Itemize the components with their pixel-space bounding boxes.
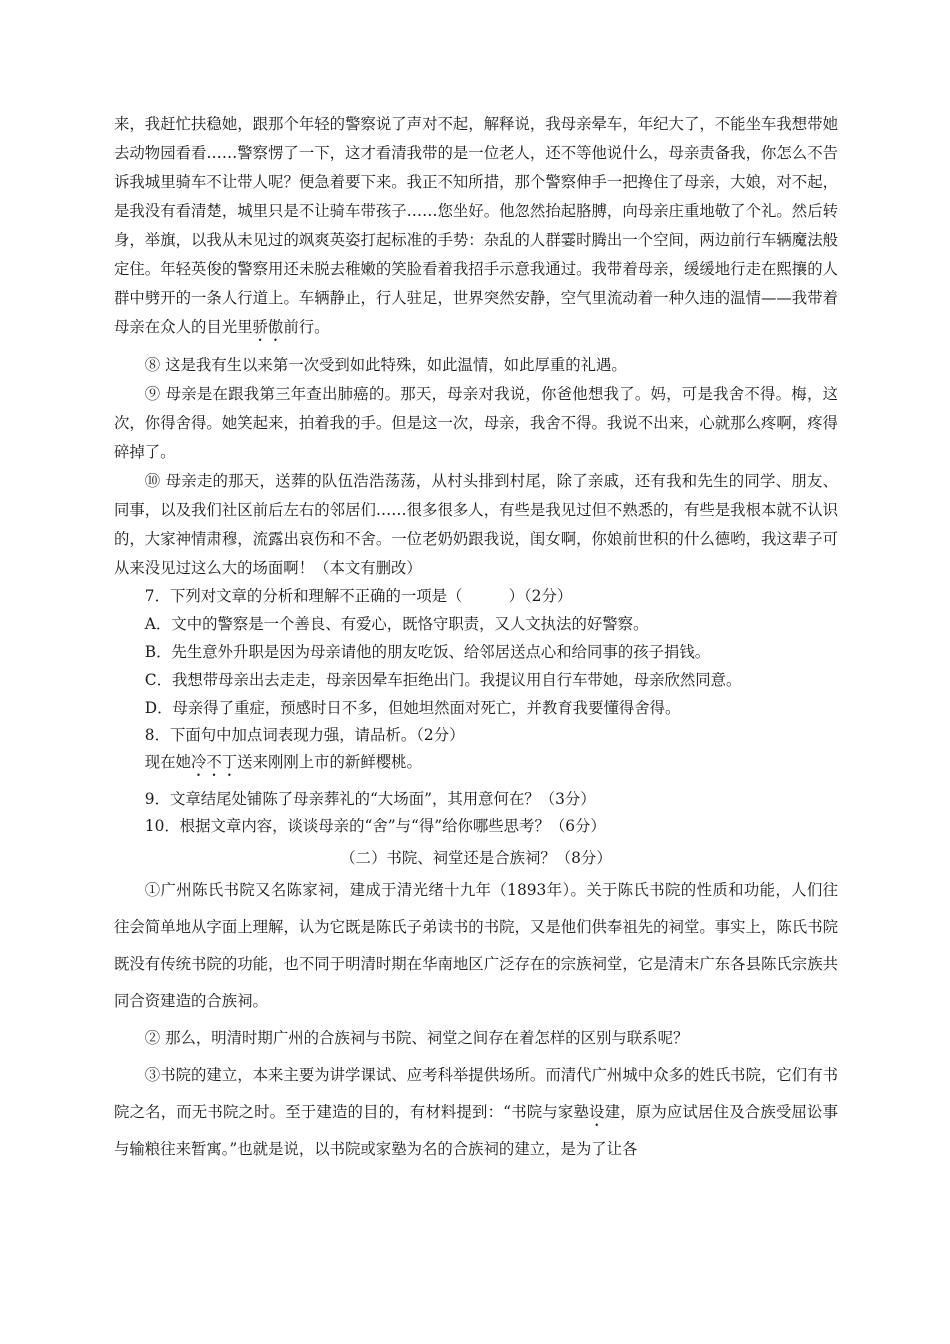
section-2-paragraph-3-text: ③书院的建立，本来主要为讲学课试、应考科举提供场所。而清代广州城中众多的姓氏书院，它们有书院之名，而无书院之时。至于建造的目的，有材料提到：“书院与家塾 <box>114 1066 838 1121</box>
section-2-paragraph-2: ② 那么，明清时期广州的合族祠与书院、祠堂之间存在着怎样的区别与联系呢？ <box>144 1029 689 1047</box>
question-8-sentence-post: 送来刚刚上市的新鲜樱桃。 <box>237 753 422 771</box>
story-paragraph-10: ⑩ 母亲走的那天，送葬的队伍浩浩荡荡，从村头排到村尾，除了亲戚，还有我和先生的同学、朋友、同事，以及我们社区前后左右的邻居们……很多很多人，有些是我见过但不熟悉的，有些是我根本就不认识的，大家神情肃穆，流露出哀伤和不舍。一位老奶奶跟我说，闺女啊，你娘前世积的什么德哟，我这辈子可从来没见过这么大的场面啊！（本文有删改） <box>114 472 838 577</box>
question-8: 8．下面句中加点词表现力强，请品析。（2分） <box>144 726 465 744</box>
question-7-option-d: D．母亲得了重症，预感时日不多，但她坦然面对死亡，并教育我要懂得舍得。 <box>144 699 681 717</box>
section-2-paragraph-3-end: 建，原为应试居住及合族受屈讼事与输粮往来暂寓。”也就是说，以书院或家塾为名的合族祠的建立，是为了让各 <box>114 1103 838 1158</box>
section-2-heading: （二）书院、祠堂还是合族祠？（8分） <box>340 849 612 867</box>
story-paragraph-7-end: 前行。 <box>283 318 330 336</box>
question-10: 10．根据文章内容，谈谈母亲的“舍”与“得”给你哪些思考？（6分） <box>144 817 606 835</box>
question-8-sentence <box>114 749 838 780</box>
question-7-option-c: C．我想带母亲出去走走，母亲因晕车拒绝出门。我提议用自行车带她，母亲欣然同意。 <box>144 671 742 689</box>
question-9: 9．文章结尾处铺陈了母亲葬礼的“大场面”，其用意何在？（3分） <box>144 790 596 808</box>
story-paragraph-7-text: 来，我赶忙扶稳她，跟那个年轻的警察说了声对不起，解释说，我母亲晕车，年纪大了，不能坐车我想带她去动物园看看……警察愣了一下，这才看清我带的是一位老人，还不等他说什么，母亲责备我，你怎么不告诉我城里骑车不让带人呢？便急着要下来。我正不知所措，那个警察伸手一把搀住了母亲，大娘，对不起，是我没有看清楚，城里只是不让骑车带孩子……您坐好。他忽然抬起胳膊，向母亲庄重地敬了个礼。然后转身，举旗，以我从未见过的飒爽英姿打起标准的手势：杂乱的人群霎时腾出一个空间，两边前行车辆魔法般定住。年轻英俊的警察用还未脱去稚嫩的笑脸看着我招手示意我通过。我带着母亲，缓缓地行走在熙攘的人群中劈开的一条人行道上。车辆静止，行人驻足，世界突然安静，空气里流动着一种久违的温情——我带着母亲在众人的目光里 <box>114 115 838 336</box>
question-8-sentence-pre: 现在她 <box>144 753 191 771</box>
story-paragraph-8: ⑧ 这是我有生以来第一次受到如此特殊，如此温情，如此厚重的礼遇。 <box>144 356 627 374</box>
section-2-dotted-word: 设 <box>589 1103 605 1121</box>
document-page <box>114 110 838 1168</box>
story-paragraph-7 <box>114 110 838 345</box>
question-7-option-a: A．文中的警察是一个善良、有爱心，既恪守职责，又人文执法的好警察。 <box>144 615 649 633</box>
emphasis-dotted-word: 骄傲 <box>252 318 284 336</box>
story-paragraph-9: ⑨ 母亲是在跟我第三年查出肺癌的。那天，母亲对我说，你爸他想我了。妈，可是我舍不得。梅，这次，你得舍得。她笑起来，拍着我的手。但是这一次，母亲，我舍不得。我说不出来，心就那么疼啊，疼得碎掉了。 <box>114 385 838 461</box>
section-2-paragraph-3 <box>114 1057 838 1168</box>
section-2-paragraph-1: ①广州陈氏书院又名陈家祠，建成于清光绪十九年（1893年）。关于陈氏书院的性质和功能，人们往往会简单地从字面上理解，认为它既是陈氏子弟读书的书院，又是他们供奉祖先的祠堂。事实上，陈氏书院既没有传统书院的功能，也不同于明清时期在华南地区广泛存在的宗族祠堂，它是清末广东各县陈氏宗族共同合资建造的合族祠。 <box>114 881 838 1010</box>
question-8-dotted-word: 冷不丁 <box>190 753 238 771</box>
question-7: 7．下列对文章的分析和理解不正确的一项是（ ）（2分） <box>144 587 573 605</box>
question-7-option-b: B．先生意外升职是因为母亲请他的朋友吃饭、给邻居送点心和给同事的孩子捐钱。 <box>144 643 711 661</box>
